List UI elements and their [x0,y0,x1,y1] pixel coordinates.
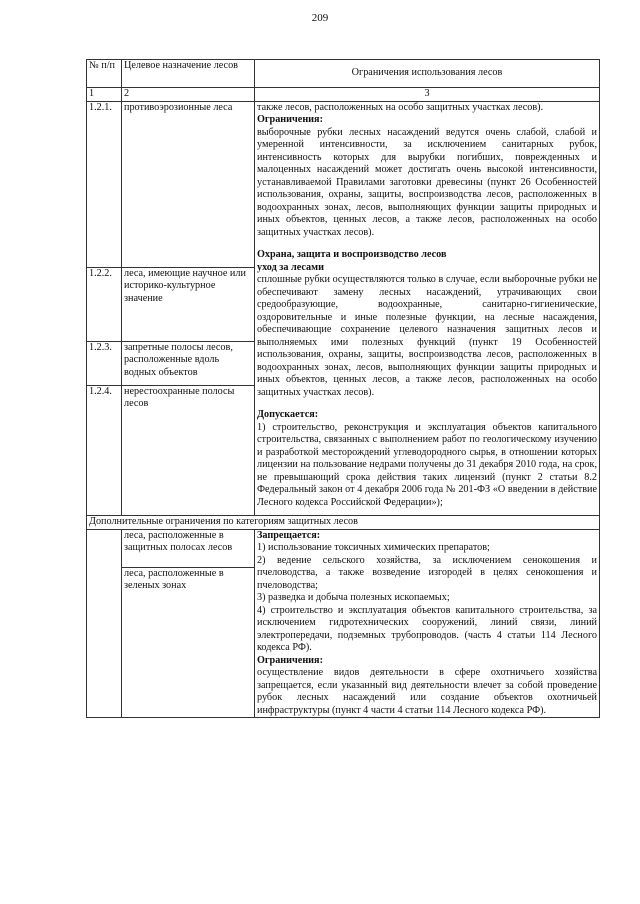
page-number: 209 [311,12,329,24]
care-heading: уход за лесами [257,261,324,273]
restriction-continued: также лесов, расположенных на особо защитных участках лесов). [257,101,544,113]
restrictions-heading: Ограничения: [257,114,323,125]
index-2: 2 [122,88,255,102]
restrictions-table [86,59,600,718]
additional-restrictions-cell [255,529,600,718]
limits-text: осуществление видов деятельности в сфере охотничьего хозяйства запрещается, если указанный вид деятельности влечет за собой проведение рубок лесных насаждений или создание объектов охотничьей инфраструктуры (пункт 4 части 4 статьи 114 Лесного кодекса РФ). [257,667,597,716]
restrictions-text: выборочные рубки лесных насаждений ведутся очень слабой, слабой и умеренной интенсивности, за исключением санитарных рубок, интенсивность которых для вырубки погибших, поврежденных и малоценных насаждений может достигать очень высокой интенсивности, устанавливаемой Правилами заготовки древесины (пункт 26 Особенностей использования, охраны, защиты, воспроизводства лесов, расположенных в водоохранных зонах, лесов, выполняющих функции защиты природных и иных объектов, ценных лесов, а также лесов, расположенных на особо защитных участках лесов). [257,126,597,238]
row-purpose: леса, имеющие научное или историко-культурное значение [122,267,255,341]
empty-number-cell [87,529,122,718]
row-number: 1.2.2. [87,267,122,341]
row-number: 1.2.1. [87,101,122,267]
row-purpose: запретные полосы лесов, расположенные вдоль водных объектов [122,341,255,385]
index-3: 3 [255,88,600,102]
row-number: 1.2.4. [87,385,122,516]
category-green-zones: леса, расположенные в зеленых зонах [122,567,255,718]
header-purpose: Целевое назначение лесов [122,60,255,88]
allowed-heading: Допускается: [257,409,319,420]
index-1: 1 [87,88,122,102]
header-number: № п/п [87,60,122,88]
category-protective-strips: леса, расположенные в защитных полосах лесов [122,529,255,567]
additional-title-row [87,516,600,530]
allowed-text: 1) строительство, реконструкция и эксплуатация объектов капитального строительства, связанных с выполнением работ по геологическому изучению и разработкой месторождений углеводородного сырья, в отношении которых лицензии на пользование недрами получены до 31 декабря 2010 года, на срок, не превышающий срока действия таких лицензий (пункт 2 статьи 8.2 Федеральный закон от 4 декабря 2006 года № 201-ФЗ «О введении в действие Лесного кодекса Российской Федерации»); [257,421,597,508]
limits-heading: Ограничения: [257,654,323,666]
table-header-row [87,60,600,88]
restrictions-cell [255,101,600,516]
header-restrictions: Ограничения использования лесов [255,60,600,88]
forbidden-item: 2) ведение сельского хозяйства, за исключением сенокошения и пчеловодства, а также возведение изгородей в целях сенокошения и пчеловодства; [257,554,597,591]
row-purpose: нерестоохранные полосы лесов [122,385,255,516]
forbidden-heading: Запрещается: [257,529,321,541]
table-index-row [87,88,600,102]
additional-title: Дополнительные ограничения по категориям защитных лесов [87,516,600,530]
row-purpose: противоэрозионные леса [122,101,255,267]
table-row [87,529,600,567]
row-number: 1.2.3. [87,341,122,385]
care-text: сплошные рубки осуществляются только в случае, если выборочные рубки не обеспечивают замену лесных насаждений, утрачивающих свои средообразующие, водоохранные, санитарно-гигиенические, оздоровительные и иные полезные функции, на лесные насаждения, обеспечивающие сохранение целевого назначения защитных лесов и выполняемых ими полезных функций (пункт 19 Особенностей использования, охраны, защиты, воспроизводства лесов, расположенных в водоохранных зонах, лесов, выполняющих функции защиты природных и иных объектов, ценных лесов, а также лесов, расположенных на особо защитных участках лесов). [257,274,597,398]
forbidden-item: 3) разведка и добыча полезных ископаемых; [257,592,450,603]
table-row [87,101,600,267]
forbidden-item: 4) строительство и эксплуатация объектов капитального строительства, за исключением гидротехнических сооружений, линий связи, линий электропередачи, подземных трубопроводов. (часть 4 статьи 114 Лесного кодекса РФ). [257,604,597,653]
protection-heading: Охрана, защита и воспроизводство лесов [257,249,447,260]
forbidden-item: 1) использование токсичных химических препаратов; [257,542,490,553]
